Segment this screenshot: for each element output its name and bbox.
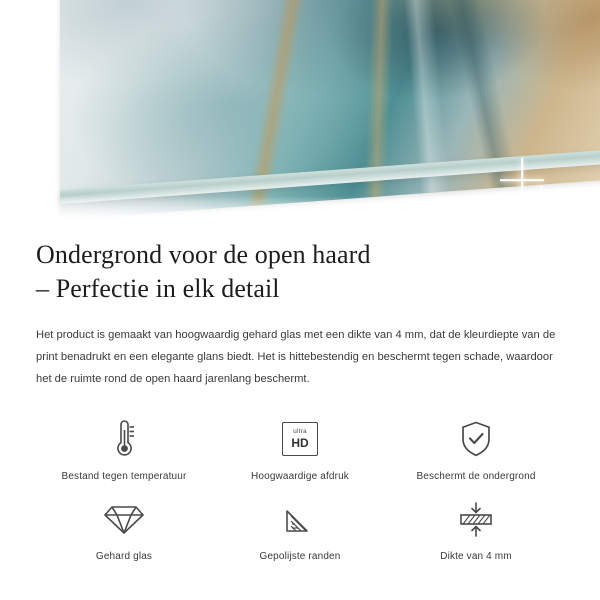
thickness-4mm-icon bbox=[455, 496, 497, 542]
feature-item bbox=[212, 416, 388, 482]
feature-item bbox=[388, 416, 564, 482]
feature-item bbox=[388, 496, 564, 562]
feature-label: Gepolijste randen bbox=[259, 551, 341, 562]
feature-item bbox=[212, 496, 388, 562]
image-fade-overlay bbox=[0, 196, 600, 224]
feature-label: Dikte van 4 mm bbox=[440, 551, 512, 562]
feature-label: Bestand tegen temperatuur bbox=[61, 471, 187, 482]
feature-label: Gehard glas bbox=[95, 551, 153, 562]
diamond-icon bbox=[103, 496, 145, 542]
shield-check-icon bbox=[458, 416, 494, 462]
feature-label: Beschermt de ondergrond bbox=[416, 471, 536, 482]
ultra-hd-top-text: ultra bbox=[293, 428, 307, 436]
polished-edges-icon bbox=[281, 496, 319, 542]
ultra-hd-bottom-text: HD bbox=[291, 435, 309, 450]
ultra-hd-icon bbox=[282, 416, 318, 462]
feature-label: Hoogwaardige afdruk bbox=[251, 471, 349, 482]
hero-image bbox=[0, 0, 600, 224]
text-content bbox=[0, 238, 600, 562]
page-title-line-2: – Perfectie in elk detail bbox=[36, 274, 280, 303]
page-title-line-1: Ondergrond voor de open haard bbox=[36, 240, 371, 269]
page-title bbox=[36, 238, 564, 306]
feature-grid bbox=[36, 416, 564, 562]
feature-item bbox=[36, 416, 212, 482]
feature-item bbox=[36, 496, 212, 562]
thermometer-icon bbox=[107, 416, 141, 462]
product-description-text: Het product is gemaakt van hoogwaardig gehard glas met een dikte van 4 mm, dat de kleurdiepte van de print benadrukt en een elegante glans biedt. Het is hittebestendig en beschermt tegen schade, waardoor het de ruimte rond de open haard jarenlang beschermt. bbox=[36, 329, 556, 385]
